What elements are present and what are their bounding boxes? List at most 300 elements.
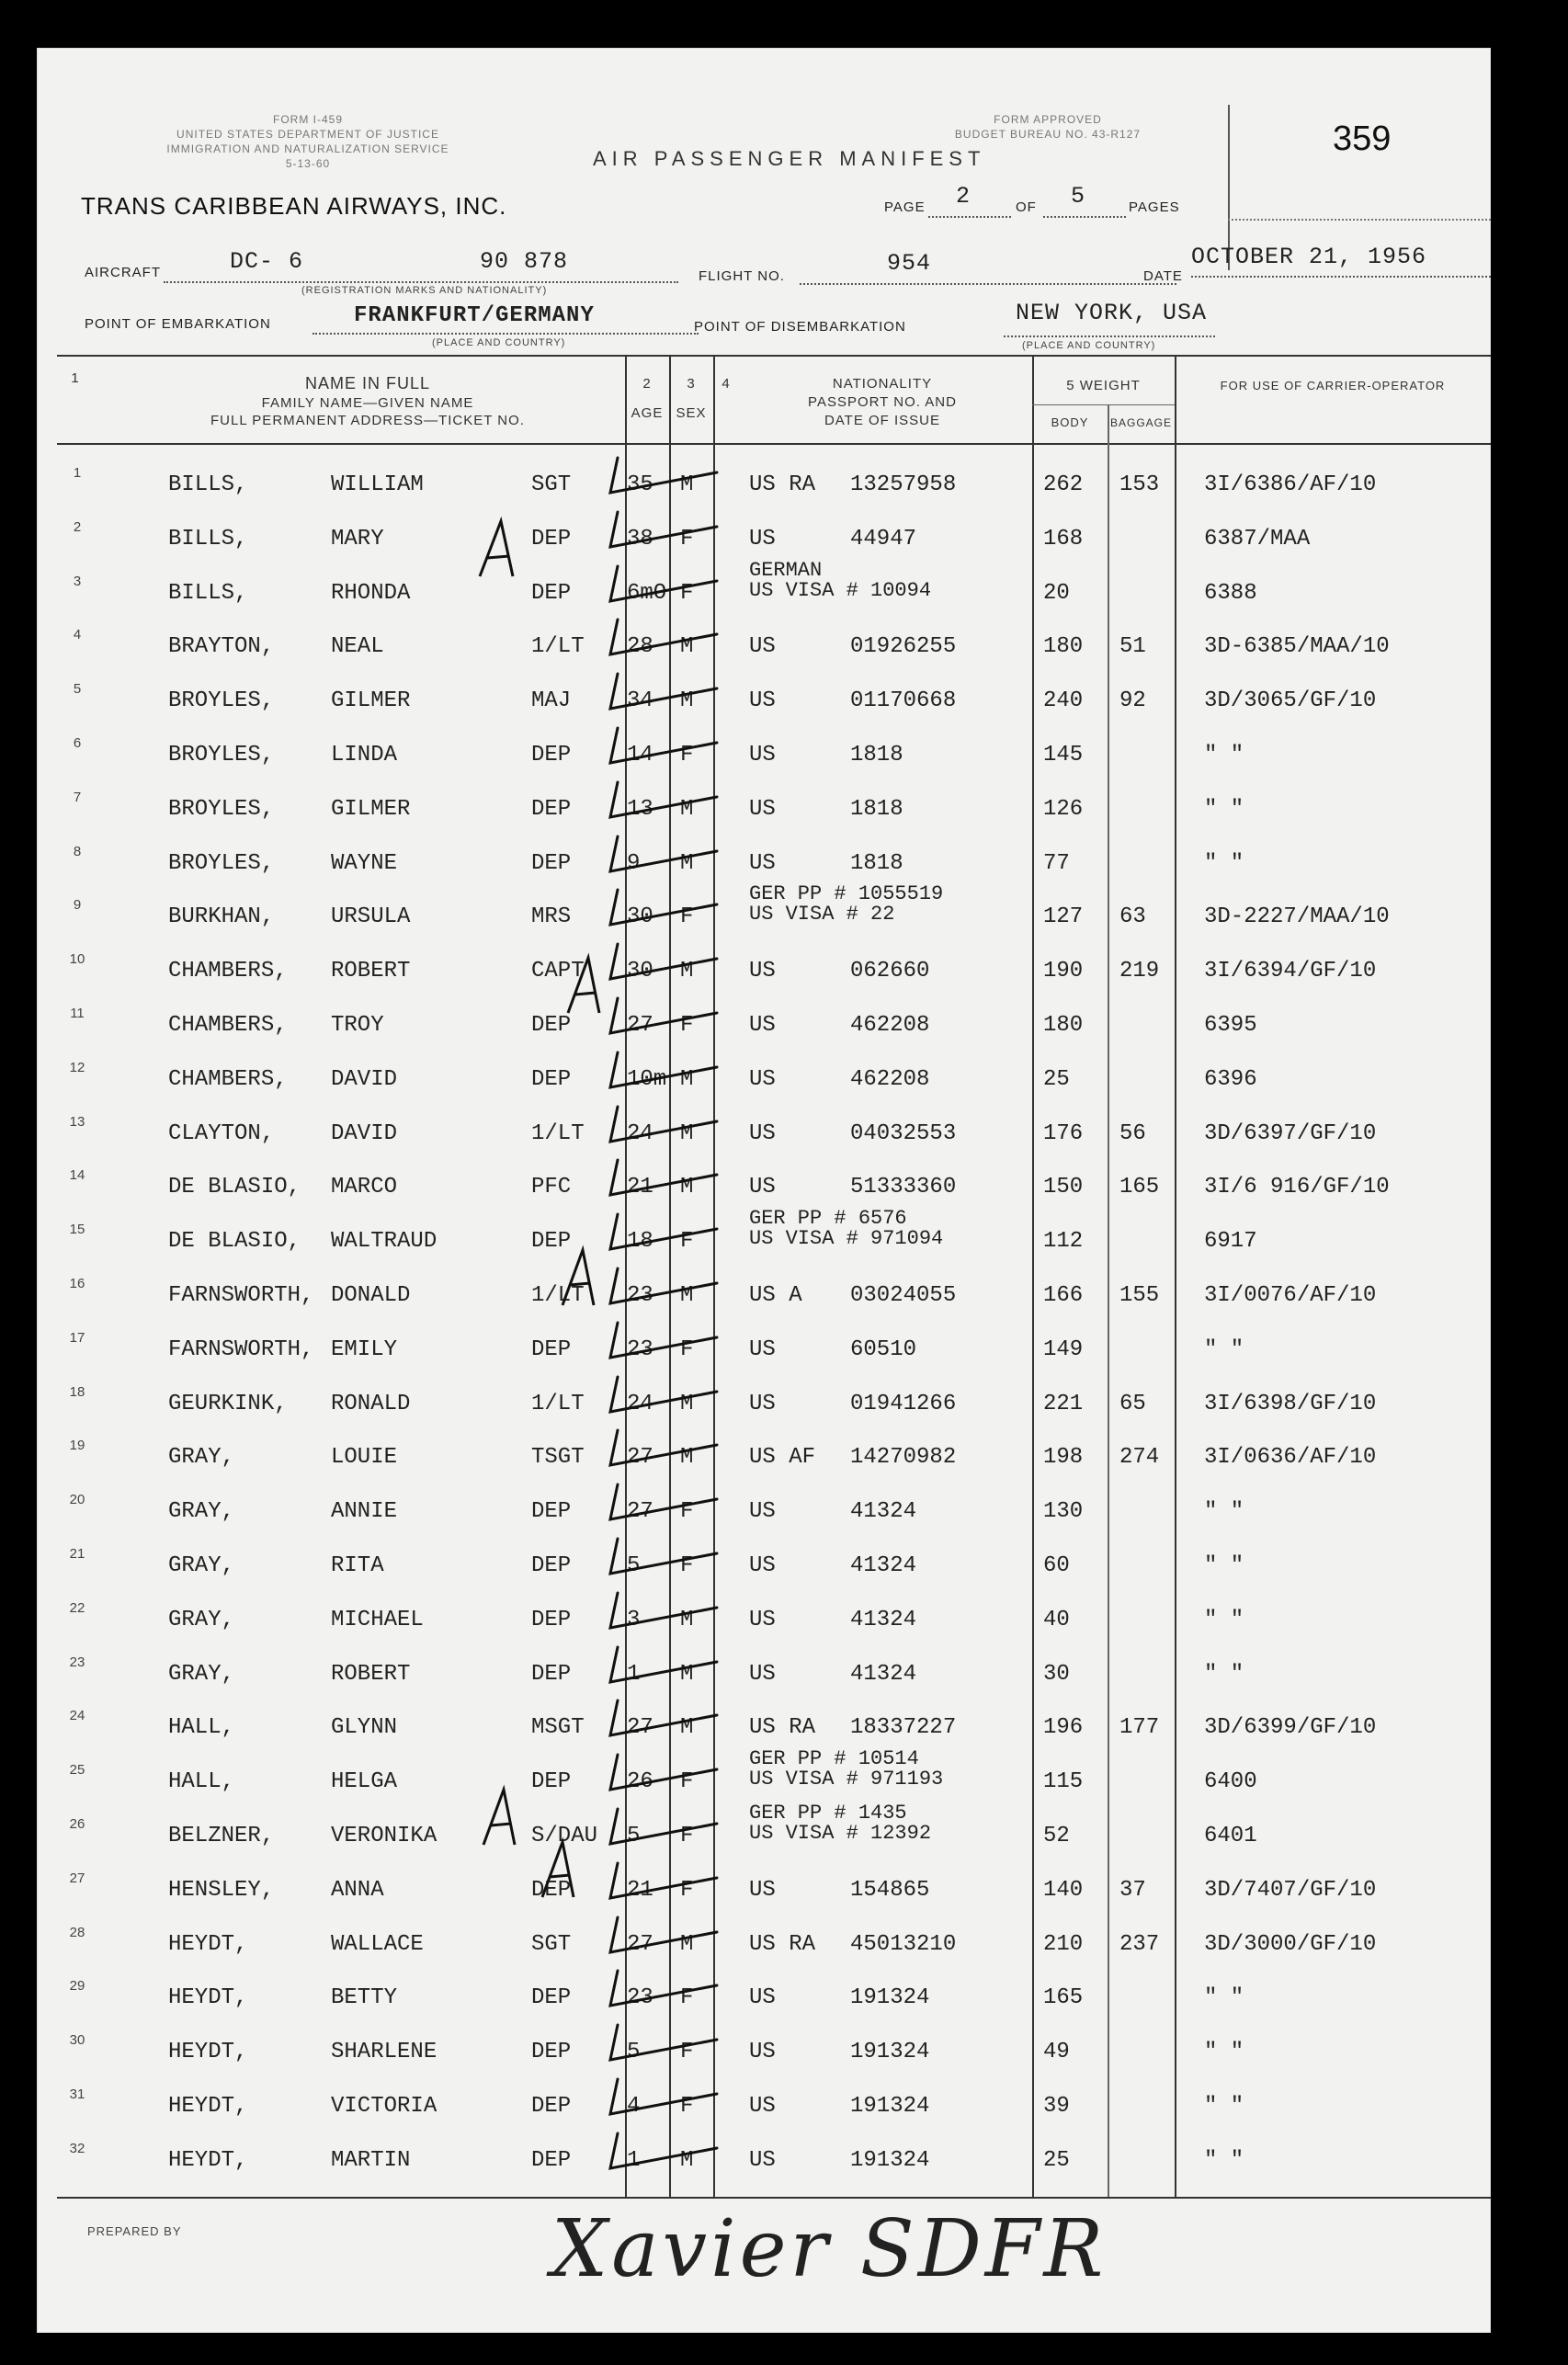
passport: 41324 (850, 1553, 917, 1578)
nationality: US RA (749, 472, 816, 497)
age: 9 (627, 851, 641, 876)
carrier-use: 3I/0076/AF/10 (1204, 1283, 1377, 1308)
baggage-weight: 51 (1119, 634, 1146, 659)
given-name: RHONDA (331, 581, 411, 606)
sex: M (680, 797, 694, 822)
passport: 13257958 (850, 472, 957, 497)
sheet-number: 359 (1333, 119, 1392, 158)
sheet-box-divider (1228, 219, 1491, 221)
passport: 41324 (850, 1608, 917, 1632)
family-name: DE BLASIO, (168, 1175, 301, 1200)
family-name: HEYDT, (168, 1985, 248, 2010)
given-name: DONALD (331, 1283, 411, 1308)
sex: M (680, 1283, 694, 1308)
age: 24 (627, 1121, 653, 1146)
table-top-border (57, 355, 1491, 357)
family-name: HENSLEY, (168, 1878, 275, 1903)
given-name: EMILY (331, 1337, 398, 1362)
age: 28 (627, 634, 653, 659)
carrier-use: 6388 (1204, 581, 1257, 606)
sex: F (680, 1553, 694, 1578)
passport: 41324 (850, 1499, 917, 1524)
sex: M (680, 1175, 694, 1200)
given-name: BETTY (331, 1985, 398, 2010)
of-line (1043, 216, 1126, 218)
status: DEP (531, 527, 572, 551)
status: DEP (531, 1337, 572, 1362)
age: 23 (627, 1337, 653, 1362)
sex: M (680, 634, 694, 659)
body-weight: 149 (1043, 1337, 1084, 1362)
family-name: BROYLES, (168, 743, 275, 767)
carrier-use: 3D/3000/GF/10 (1204, 1932, 1377, 1957)
row-number: 32 (69, 2141, 85, 2156)
carrier-use: 3D-2227/MAA/10 (1204, 904, 1390, 929)
carrier-use: 6917 (1204, 1229, 1257, 1254)
col-use-title: FOR USE OF CARRIER-OPERATOR (1220, 379, 1446, 392)
nationality: US (749, 527, 776, 551)
disembark-line (1004, 335, 1215, 337)
age: 5 (627, 1553, 641, 1578)
form-info-right (910, 112, 1186, 142)
body-weight: 127 (1043, 904, 1084, 929)
nationality: US (749, 1175, 776, 1200)
department: UNITED STATES DEPARTMENT OF JUSTICE (176, 128, 439, 141)
carrier-use: " " (1204, 1662, 1244, 1687)
nationality: US (749, 1662, 776, 1687)
status: DEP (531, 743, 572, 767)
initial-a-mark (483, 1790, 515, 1845)
status: PFC (531, 1175, 572, 1200)
passport: 1818 (850, 743, 903, 767)
given-name: ROBERT (331, 959, 411, 984)
family-name: GRAY, (168, 1499, 235, 1524)
row-number: 21 (69, 1546, 85, 1562)
body-weight: 180 (1043, 634, 1084, 659)
family-name: BILLS, (168, 581, 248, 606)
sex: F (680, 527, 694, 551)
nationality: GER PP # 6576 (749, 1207, 907, 1230)
sex: F (680, 1769, 694, 1794)
passport: 01170668 (850, 688, 957, 713)
col-sex-left (669, 355, 671, 2197)
disembark-caption: (PLACE AND COUNTRY) (1022, 340, 1156, 351)
age: 21 (627, 1175, 653, 1200)
passport: 03024055 (850, 1283, 957, 1308)
family-name: CHAMBERS, (168, 959, 288, 984)
body-weight: 77 (1043, 851, 1070, 876)
row-number: 26 (69, 1816, 85, 1832)
col4-number: 4 (722, 376, 731, 392)
family-name: BROYLES, (168, 797, 275, 822)
family-name: FARNSWORTH, (168, 1337, 314, 1362)
passport: 1818 (850, 851, 903, 876)
of-label: OF (1016, 199, 1037, 215)
family-name: CHAMBERS, (168, 1067, 288, 1092)
body-weight: 60 (1043, 1553, 1070, 1578)
col-name-sub: FAMILY NAME—GIVEN NAME (261, 395, 474, 411)
col-nat-date: DATE OF ISSUE (824, 413, 941, 428)
aircraft-line (164, 281, 678, 283)
passport: US VISA # 22 (749, 903, 895, 926)
body-weight: 198 (1043, 1445, 1084, 1470)
family-name: BILLS, (168, 472, 248, 497)
passport: 18337227 (850, 1715, 957, 1740)
given-name: MARTIN (331, 2148, 411, 2173)
form-number: FORM I-459 (272, 113, 343, 126)
family-name: GRAY, (168, 1608, 235, 1632)
sex: M (680, 959, 694, 984)
given-name: SHARLENE (331, 2040, 437, 2064)
body-weight: 221 (1043, 1392, 1084, 1416)
status: DEP (531, 797, 572, 822)
given-name: GILMER (331, 797, 411, 822)
body-weight: 112 (1043, 1229, 1084, 1254)
given-name: DAVID (331, 1067, 398, 1092)
family-name: GRAY, (168, 1553, 235, 1578)
status: DEP (531, 2040, 572, 2064)
carrier-use: 3I/6394/GF/10 (1204, 959, 1377, 984)
row-number: 17 (69, 1330, 85, 1346)
passport: 44947 (850, 527, 917, 551)
col-name-address: FULL PERMANENT ADDRESS—TICKET NO. (210, 413, 525, 428)
aircraft-reg: 90 878 (480, 248, 569, 275)
aircraft-label: AIRCRAFT (85, 265, 161, 280)
family-name: HEYDT, (168, 2040, 248, 2064)
given-name: ANNA (331, 1878, 384, 1903)
given-name: VERONIKA (331, 1824, 437, 1848)
family-name: CLAYTON, (168, 1121, 275, 1146)
family-name: GRAY, (168, 1445, 235, 1470)
body-weight: 49 (1043, 2040, 1070, 2064)
embark-label: POINT OF EMBARKATION (85, 316, 271, 332)
body-weight: 196 (1043, 1715, 1084, 1740)
passport: 062660 (850, 959, 930, 984)
passport: 1818 (850, 797, 903, 822)
header-bottom-border (57, 443, 1491, 445)
passport: 01941266 (850, 1392, 957, 1416)
col3-number: 3 (687, 376, 696, 392)
row-number: 13 (69, 1114, 85, 1130)
body-weight: 176 (1043, 1121, 1084, 1146)
age: 27 (627, 1715, 653, 1740)
table-bottom-border (57, 2197, 1491, 2199)
family-name: HALL, (168, 1769, 235, 1794)
nationality: US (749, 797, 776, 822)
family-name: BURKHAN, (168, 904, 275, 929)
nationality: GER PP # 1055519 (749, 882, 944, 905)
body-weight: 190 (1043, 959, 1084, 984)
row-number: 11 (70, 1006, 85, 1021)
sex: M (680, 1662, 694, 1687)
age: 4 (627, 2094, 641, 2119)
body-weight: 39 (1043, 2094, 1070, 2119)
passport: 51333360 (850, 1175, 957, 1200)
baggage-weight: 237 (1119, 1932, 1160, 1957)
carrier-use: 3D/3065/GF/10 (1204, 688, 1377, 713)
page-line (928, 216, 1011, 218)
nationality: US (749, 1392, 776, 1416)
given-name: MICHAEL (331, 1608, 424, 1632)
row-number: 25 (69, 1762, 85, 1778)
nationality: GER PP # 1435 (749, 1802, 907, 1825)
flight-date: OCTOBER 21, 1956 (1191, 244, 1427, 270)
nationality: US (749, 2040, 776, 2064)
body-weight: 25 (1043, 2148, 1070, 2173)
age: 38 (627, 527, 653, 551)
row-number: 29 (69, 1978, 85, 1994)
carrier-use: " " (1204, 2148, 1244, 2173)
body-weight: 210 (1043, 1932, 1084, 1957)
body-weight: 262 (1043, 472, 1084, 497)
col-baggage-title: BAGGAGE (1109, 416, 1173, 429)
given-name: WALTRAUD (331, 1229, 437, 1254)
baggage-weight: 63 (1119, 904, 1146, 929)
given-name: GLYNN (331, 1715, 398, 1740)
age: 23 (627, 1985, 653, 2010)
family-name: HALL, (168, 1715, 235, 1740)
status: MAJ (531, 688, 572, 713)
age: 23 (627, 1283, 653, 1308)
pages-label: PAGES (1129, 199, 1180, 215)
status: DEP (531, 1878, 572, 1903)
airline-name: TRANS CARIBBEAN AIRWAYS, INC. (81, 192, 507, 220)
carrier-use: 3D/6397/GF/10 (1204, 1121, 1377, 1146)
row-number: 31 (69, 2086, 85, 2102)
manifest-title: AIR PASSENGER MANIFEST (593, 147, 986, 170)
family-name: HEYDT, (168, 2094, 248, 2119)
baggage-weight: 177 (1119, 1715, 1160, 1740)
page-total: 5 (1071, 183, 1086, 210)
age: 30 (627, 959, 653, 984)
given-name: WILLIAM (331, 472, 424, 497)
row-number: 8 (73, 844, 82, 859)
row-number: 10 (69, 951, 85, 967)
sex: F (680, 904, 694, 929)
baggage-weight: 274 (1119, 1445, 1160, 1470)
status: DEP (531, 2148, 572, 2173)
baggage-weight: 65 (1119, 1392, 1146, 1416)
age: 3 (627, 1608, 641, 1632)
nationality: US (749, 1499, 776, 1524)
col1-number: 1 (71, 370, 80, 386)
status: SGT (531, 472, 572, 497)
baggage-weight: 219 (1119, 959, 1160, 984)
form-approved: FORM APPROVED (994, 113, 1102, 126)
age: 6mO (627, 581, 667, 606)
flight-label: FLIGHT NO. (699, 268, 785, 284)
nationality: US (749, 1608, 776, 1632)
body-weight: 130 (1043, 1499, 1084, 1524)
given-name: RONALD (331, 1392, 411, 1416)
sex: F (680, 1229, 694, 1254)
row-number: 22 (69, 1600, 85, 1616)
given-name: NEAL (331, 634, 384, 659)
baggage-weight: 153 (1119, 472, 1160, 497)
flight-number: 954 (887, 250, 932, 277)
sex: F (680, 2040, 694, 2064)
given-name: MARCO (331, 1175, 398, 1200)
status: DEP (531, 1229, 572, 1254)
nationality: US (749, 1553, 776, 1578)
sex: M (680, 472, 694, 497)
nationality: US (749, 1337, 776, 1362)
carrier-use: " " (1204, 1553, 1244, 1578)
body-weight: 115 (1043, 1769, 1084, 1794)
sex: M (680, 1608, 694, 1632)
status: DEP (531, 1553, 572, 1578)
family-name: GEURKINK, (168, 1392, 288, 1416)
carrier-use: 6395 (1204, 1013, 1257, 1038)
sex: F (680, 1337, 694, 1362)
passport: US VISA # 971193 (749, 1768, 944, 1791)
family-name: HEYDT, (168, 1932, 248, 1957)
sex: F (680, 1824, 694, 1848)
row-number: 19 (69, 1438, 85, 1453)
row-number: 27 (69, 1870, 85, 1886)
carrier-use: 6401 (1204, 1824, 1257, 1848)
age: 1 (627, 2148, 641, 2173)
row-number: 12 (69, 1060, 85, 1075)
sex: M (680, 2148, 694, 2173)
budget-bureau: BUDGET BUREAU NO. 43-R127 (954, 128, 1142, 141)
status: DEP (531, 1499, 572, 1524)
age: 24 (627, 1392, 653, 1416)
status: DEP (531, 1662, 572, 1687)
sex: M (680, 1392, 694, 1416)
aircraft-type: DC- 6 (230, 248, 304, 275)
col-nat-passport: PASSPORT NO. AND (808, 394, 957, 410)
given-name: LOUIE (331, 1445, 398, 1470)
weight-sub-divider (1032, 404, 1175, 405)
row-number: 9 (73, 897, 82, 913)
row-number: 2 (73, 519, 82, 535)
col-weight-left (1032, 355, 1034, 2197)
status: MRS (531, 904, 572, 929)
body-weight: 52 (1043, 1824, 1070, 1848)
sex: M (680, 1932, 694, 1957)
age: 26 (627, 1769, 653, 1794)
age: 27 (627, 1013, 653, 1038)
carrier-use: " " (1204, 797, 1244, 822)
page-label: PAGE (884, 199, 926, 215)
nationality: US RA (749, 1715, 816, 1740)
carrier-use: 6396 (1204, 1067, 1257, 1092)
passport: 41324 (850, 1662, 917, 1687)
given-name: URSULA (331, 904, 411, 929)
status: DEP (531, 1013, 572, 1038)
initial-a-mark (480, 521, 513, 576)
sex: F (680, 2094, 694, 2119)
carrier-use: " " (1204, 1499, 1244, 1524)
disembark-label: POINT OF DISEMBARKATION (694, 319, 906, 335)
sex: M (680, 851, 694, 876)
age: 35 (627, 472, 653, 497)
col-age-title: AGE (631, 405, 664, 421)
status: S/DAU (531, 1824, 598, 1848)
form-info-left (106, 112, 510, 171)
row-number: 4 (73, 627, 82, 642)
status: 1/LT (531, 634, 585, 659)
family-name: BELZNER, (168, 1824, 275, 1848)
baggage-weight: 92 (1119, 688, 1146, 713)
given-name: DAVID (331, 1121, 398, 1146)
carrier-use: " " (1204, 851, 1244, 876)
sex: M (680, 1715, 694, 1740)
passport: 191324 (850, 2040, 930, 2064)
carrier-use: " " (1204, 1337, 1244, 1362)
nationality: US (749, 688, 776, 713)
date-line (1191, 276, 1491, 278)
baggage-weight: 155 (1119, 1283, 1160, 1308)
nationality: US RA (749, 1932, 816, 1957)
embark-line (312, 333, 699, 335)
nationality: GERMAN (749, 559, 823, 582)
baggage-weight: 56 (1119, 1121, 1146, 1146)
nationality: GER PP # 10514 (749, 1747, 919, 1770)
status: CAPT (531, 959, 585, 984)
age: 13 (627, 797, 653, 822)
carrier-use: 3D-6385/MAA/10 (1204, 634, 1390, 659)
age: 18 (627, 1229, 653, 1254)
age: 27 (627, 1932, 653, 1957)
status: TSGT (531, 1445, 585, 1470)
col-weight-title: 5 WEIGHT (1066, 378, 1141, 393)
passport: 45013210 (850, 1932, 957, 1957)
body-weight: 20 (1043, 581, 1070, 606)
carrier-use: 3D/7407/GF/10 (1204, 1878, 1377, 1903)
status: DEP (531, 1067, 572, 1092)
row-number: 18 (69, 1384, 85, 1400)
passport: 14270982 (850, 1445, 957, 1470)
row-number: 15 (69, 1222, 85, 1237)
row-number: 5 (73, 681, 82, 697)
sex: F (680, 1985, 694, 2010)
status: 1/LT (531, 1121, 585, 1146)
age: 27 (627, 1499, 653, 1524)
nationality: US AF (749, 1445, 816, 1470)
family-name: BROYLES, (168, 851, 275, 876)
passport: 191324 (850, 1985, 930, 2010)
col-sex-title: SEX (676, 405, 707, 421)
col-nat-left (713, 355, 715, 2197)
passport: 60510 (850, 1337, 917, 1362)
initial-a-marks (480, 521, 599, 1897)
carrier-use: " " (1204, 1608, 1244, 1632)
row-number: 3 (73, 574, 82, 589)
col-age-left (625, 355, 627, 2197)
body-weight: 140 (1043, 1878, 1084, 1903)
passport: 04032553 (850, 1121, 957, 1146)
body-weight: 180 (1043, 1013, 1084, 1038)
family-name: BILLS, (168, 527, 248, 551)
body-weight: 30 (1043, 1662, 1070, 1687)
status: DEP (531, 2094, 572, 2119)
passport: 01926255 (850, 634, 957, 659)
age: 27 (627, 1445, 653, 1470)
col-nat-title: NATIONALITY (832, 376, 933, 392)
passport: US VISA # 12392 (749, 1822, 932, 1845)
given-name: ROBERT (331, 1662, 411, 1687)
given-name: MARY (331, 527, 384, 551)
nationality: US (749, 959, 776, 984)
status: 1/LT (531, 1283, 585, 1308)
age: 5 (627, 1824, 641, 1848)
carrier-use: " " (1204, 2040, 1244, 2064)
prepared-by-label: PREPARED BY (87, 2224, 182, 2238)
sex: M (680, 1445, 694, 1470)
sex: F (680, 1013, 694, 1038)
